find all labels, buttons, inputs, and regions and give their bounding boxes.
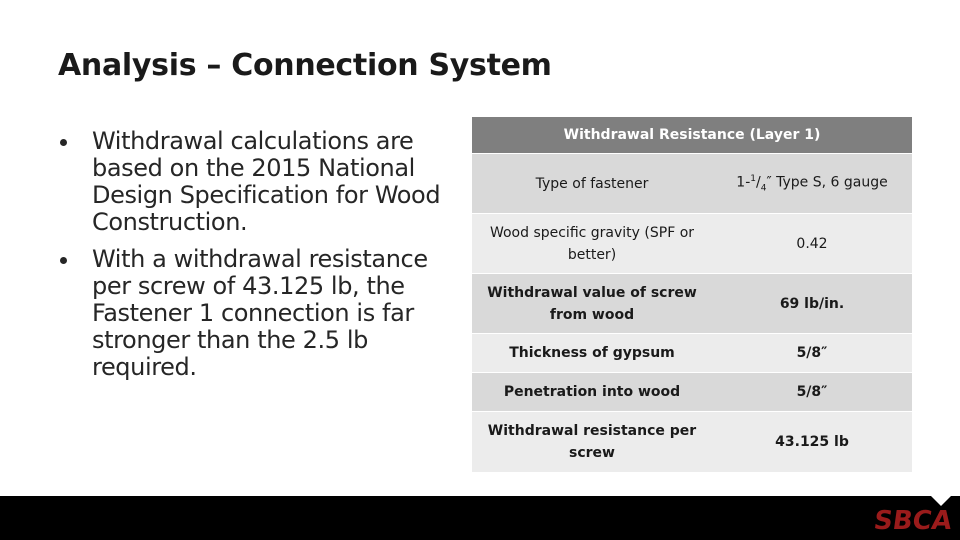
row-label: Type of fastener [472,154,712,214]
row-label: Withdrawal value of screw from wood [472,274,712,334]
row-label: Thickness of gypsum [472,334,712,373]
table-row [472,334,912,373]
table-header: Withdrawal Resistance (Layer 1) [472,117,912,154]
bullet-list [60,128,460,391]
bullet-text: With a withdrawal resistance per screw of 43.125 lb, the Fastener 1 connection is far stronger than the 2.5 lb required. [92,245,428,381]
row-value: 5/8″ [712,373,912,412]
row-value: 5/8″ [712,334,912,373]
footer-notch-icon [931,496,951,506]
bullet-text: Withdrawal calculations are based on the 2015 National Design Specification for Wood Construction. [92,127,441,236]
table-row [472,274,912,334]
footer-bar [0,496,960,540]
slide-title: Analysis – Connection System [58,48,552,83]
bullet-item [60,246,460,381]
bullet-item [60,128,460,236]
table-row [472,154,912,214]
table-row [472,214,912,274]
row-label: Wood specific gravity (SPF or better) [472,214,712,274]
row-label: Withdrawal resistance per screw [472,412,712,472]
row-value: 43.125 lb [712,412,912,472]
row-value: $1-^1/_4''$ Type S, 6 gauge [712,154,912,214]
bullet-dot-icon [60,139,67,146]
table-row [472,373,912,412]
row-value: 69 lb/in. [712,274,912,334]
withdrawal-resistance-table [472,117,912,472]
sbca-logo: SBCA [872,506,955,536]
row-value: 0.42 [712,214,912,274]
bullet-dot-icon [60,257,67,264]
table-row [472,412,912,472]
row-label: Penetration into wood [472,373,712,412]
